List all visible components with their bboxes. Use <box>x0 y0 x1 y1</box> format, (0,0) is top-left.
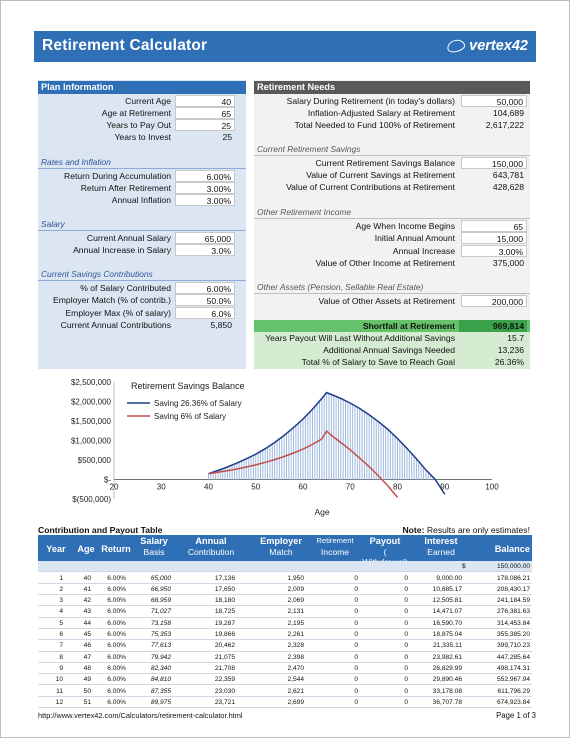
table-row <box>38 618 532 629</box>
y-tick-label: $2,000,000 <box>70 397 111 407</box>
needs-input-field[interactable]: 150,000 <box>461 157 527 169</box>
plan-row <box>38 107 246 119</box>
th-interest-sub: Earned <box>427 547 455 557</box>
cell-year: 12 <box>55 698 63 706</box>
logo-swirl-icon <box>446 38 466 54</box>
plan-row <box>38 232 246 244</box>
shortfall-detail-value: 15.7 <box>507 333 524 343</box>
needs-row-value: 2,617,222 <box>485 120 524 130</box>
cell-age: 41 <box>83 585 91 593</box>
th-employer-sub: Match <box>269 547 293 557</box>
cell-income: 0 <box>354 619 358 627</box>
needs-row <box>254 257 530 269</box>
cell-balance: 355,385.20 <box>496 631 530 638</box>
needs-row <box>254 169 530 181</box>
y-tick-label: $1,500,000 <box>70 417 111 426</box>
x-tick-label: 30 <box>156 482 166 492</box>
needs-input-field[interactable]: 3.00% <box>461 245 527 257</box>
plan-row-label: Return After Retirement <box>80 183 171 193</box>
shortfall-detail-row <box>254 344 530 356</box>
cell-salary: 75,353 <box>150 631 171 638</box>
plan-row <box>38 194 246 206</box>
plan-row <box>38 307 246 319</box>
cell-age: 46 <box>83 642 91 650</box>
plan-row-label: Current Age <box>125 96 171 106</box>
needs-input-field[interactable]: 200,000 <box>461 295 527 307</box>
needs-row-label: Value of Current Contributions at Retirement <box>286 182 455 192</box>
needs-row <box>254 107 530 119</box>
plan-input-field[interactable]: 3.00% <box>175 182 235 194</box>
x-tick-label: 20 <box>109 482 119 492</box>
x-tick-label: 100 <box>485 482 499 492</box>
cell-balance: 611,796.29 <box>497 687 530 695</box>
cell-balance: 208,430.17 <box>496 585 530 593</box>
table-row <box>38 595 532 606</box>
cell-return: 6.00% <box>107 631 126 638</box>
cell-match: 2,544 <box>287 676 304 684</box>
th-return: Return <box>101 544 131 554</box>
needs-row-label: Total Needed to Fund 100% of Retirement <box>294 120 455 130</box>
shortfall-detail-label: Additional Annual Savings Needed <box>323 345 455 355</box>
chart-svg <box>34 376 534 521</box>
savings-balance-chart <box>34 376 534 521</box>
table-row <box>38 584 532 595</box>
cell-payout: 0 <box>404 642 408 650</box>
needs-row <box>254 95 530 107</box>
cell-contribution: 23,030 <box>214 687 235 695</box>
cell-balance: 447,285.64 <box>496 653 530 661</box>
plan-row-label: Years to Pay Out <box>106 120 171 130</box>
vertex42-logo <box>447 38 528 54</box>
cell-income: 0 <box>354 653 358 661</box>
cell-interest: 16,590.70 <box>432 619 462 627</box>
cell-year: 1 <box>59 574 63 582</box>
plan-row-label: Years to Invest <box>114 132 171 142</box>
table-row <box>38 652 532 663</box>
cell-return: 6.00% <box>107 664 126 672</box>
th-salary-sub: Basis <box>143 547 165 557</box>
cell-year: 9 <box>59 664 63 672</box>
cell-age: 50 <box>83 687 91 695</box>
shortfall-detail-row <box>254 332 530 344</box>
cell-income: 0 <box>354 631 358 638</box>
th-retirement-sub: Income <box>320 547 350 557</box>
cell-balance: 674,923.84 <box>496 698 530 706</box>
table-row <box>38 606 532 617</box>
needs-row-value: 375,000 <box>492 258 524 268</box>
table-header <box>38 535 532 561</box>
cell-interest: 26,829.99 <box>432 664 462 672</box>
cell-salary: 66,950 <box>150 585 171 593</box>
cell-year: 8 <box>59 653 63 661</box>
cell-year: 2 <box>59 585 63 593</box>
cell-contribution: 17,650 <box>214 585 235 593</box>
cell-return: 6.00% <box>107 608 126 616</box>
cell-interest: 23,982.61 <box>432 653 462 661</box>
salary-subheader: Salary <box>38 219 246 231</box>
cell-interest: 10,685.17 <box>432 585 462 593</box>
cell-payout: 0 <box>404 574 408 582</box>
y-tick-label: $500,000 <box>77 456 111 465</box>
chart-hatch <box>209 393 433 480</box>
cell-interest: 33,178.08 <box>432 687 462 695</box>
plan-row-value: 25 <box>222 132 232 142</box>
rates-subheader: Rates and Inflation <box>38 157 246 169</box>
shortfall-detail-label: Total % of Salary to Save to Reach Goal <box>301 357 455 367</box>
th-payout: Payout <box>369 536 401 546</box>
initial-dollar: $ <box>462 563 466 570</box>
cell-age: 48 <box>83 664 91 672</box>
cell-balance: 178,086.21 <box>496 574 530 582</box>
cell-year: 3 <box>59 597 63 605</box>
table-row <box>38 697 532 708</box>
cell-income: 0 <box>354 597 358 605</box>
page-title: Retirement Calculator <box>42 37 208 54</box>
cell-income: 0 <box>354 698 358 706</box>
other-assets-subheader: Other Assets (Pension, Sellable Real Estate) <box>254 282 530 294</box>
cell-match: 2,069 <box>287 597 304 605</box>
needs-row <box>254 232 530 244</box>
cell-payout: 0 <box>404 676 408 684</box>
table-row <box>38 573 532 584</box>
th-payout-sub: ( <box>383 547 387 557</box>
needs-row <box>254 157 530 169</box>
needs-row-label: Initial Annual Amount <box>374 233 455 243</box>
needs-row-value: 643,781 <box>492 170 524 180</box>
shortfall-detail-row <box>254 356 530 368</box>
plan-row-value: 5,850 <box>210 320 232 330</box>
plan-row <box>38 182 246 194</box>
needs-row <box>254 245 530 257</box>
x-tick-label: 40 <box>204 482 213 492</box>
cell-payout: 0 <box>404 619 408 627</box>
plan-row <box>38 319 246 331</box>
plan-information-header: Plan Information <box>38 81 246 94</box>
cell-contribution: 20,462 <box>214 642 235 650</box>
cell-match: 2,261 <box>287 631 304 638</box>
cell-payout: 0 <box>404 687 408 695</box>
cell-income: 0 <box>354 642 358 650</box>
retirement-needs-header: Retirement Needs <box>254 81 530 94</box>
cell-balance: 399,710.23 <box>496 642 530 650</box>
plan-row-label: Current Annual Salary <box>86 233 171 243</box>
needs-row <box>254 220 530 232</box>
chart-xlabel: Age <box>314 507 330 517</box>
cell-match: 2,398 <box>287 653 304 661</box>
cell-salary: 89,975 <box>150 698 171 706</box>
header-bar <box>34 31 536 62</box>
cell-return: 6.00% <box>107 597 126 605</box>
cell-payout: 0 <box>404 653 408 661</box>
cell-income: 0 <box>354 676 358 684</box>
cell-match: 2,621 <box>287 687 304 695</box>
cell-match: 2,470 <box>287 664 304 672</box>
chart-legend <box>127 399 242 421</box>
cell-match: 2,131 <box>287 608 304 616</box>
needs-input-field[interactable]: 65 <box>461 220 527 232</box>
current-savings-subheader: Current Retirement Savings <box>254 144 530 156</box>
table-title: Contribution and Payout Table <box>38 525 163 535</box>
shortfall-detail-label: Years Payout Will Last Without Additional Savings <box>265 333 455 343</box>
needs-row-label: Inflation-Adjusted Salary at Retirement <box>307 108 455 118</box>
x-tick-label: 70 <box>345 482 355 492</box>
shortfall-label: Shortfall at Retirement <box>362 321 455 331</box>
table-row <box>38 640 532 651</box>
plan-row <box>38 170 246 182</box>
plan-row-label: Annual Increase in Salary <box>73 245 171 255</box>
table-note-text: Results are only estimates! <box>426 525 530 535</box>
cell-year: 5 <box>59 619 63 627</box>
cell-age: 49 <box>83 676 91 684</box>
needs-row <box>254 119 530 131</box>
cell-return: 6.00% <box>107 574 126 582</box>
cell-age: 42 <box>83 597 91 605</box>
contributions-subheader: Current Savings Contributions <box>38 269 246 281</box>
cell-year: 7 <box>59 642 63 650</box>
logo-text: vertex42 <box>469 38 528 54</box>
cell-interest: 9,000.00 <box>436 574 462 582</box>
chart-title: Retirement Savings Balance <box>131 381 245 391</box>
cell-contribution: 19,287 <box>214 619 235 627</box>
x-tick-label: 90 <box>440 482 450 492</box>
cell-payout: 0 <box>404 608 408 616</box>
needs-row-label: Age When Income Begins <box>355 221 455 231</box>
cell-age: 43 <box>83 608 91 616</box>
cell-salary: 71,027 <box>150 608 171 616</box>
needs-row-value: 104,689 <box>492 108 524 118</box>
cell-match: 1,950 <box>287 574 304 582</box>
table-row <box>38 663 532 674</box>
plan-input-field[interactable]: 40 <box>175 95 235 107</box>
cell-balance: 552,967.94 <box>496 676 530 684</box>
cell-balance: 276,381.63 <box>496 608 530 616</box>
plan-row-label: Age at Retirement <box>101 108 171 118</box>
plan-input-field[interactable]: 65 <box>175 107 235 119</box>
cell-balance: 498,174.31 <box>496 664 530 672</box>
plan-input-field[interactable]: 25 <box>175 119 235 131</box>
th-retirement: Retirement <box>316 536 354 545</box>
cell-payout: 0 <box>404 664 408 672</box>
cell-income: 0 <box>354 664 358 672</box>
cell-interest: 18,875.04 <box>432 631 462 638</box>
cell-salary: 68,959 <box>150 597 171 605</box>
cell-income: 0 <box>354 585 358 593</box>
table-note <box>402 525 530 535</box>
th-annual-sub: Contribution <box>187 547 235 557</box>
cell-contribution: 18,725 <box>214 608 235 616</box>
cell-payout: 0 <box>404 585 408 593</box>
cell-salary: 87,355 <box>150 687 171 695</box>
cell-return: 6.00% <box>107 642 126 650</box>
plan-row-label: Employer Max (% of salary) <box>65 308 171 318</box>
cell-payout: 0 <box>404 631 408 638</box>
cell-contribution: 23,721 <box>214 698 235 706</box>
plan-row <box>38 131 246 143</box>
needs-row <box>254 181 530 193</box>
cell-age: 47 <box>83 653 91 661</box>
plan-row <box>38 294 246 306</box>
y-tick-label: $1,000,000 <box>70 436 111 446</box>
needs-row-label: Value of Other Assets at Retirement <box>318 296 455 306</box>
cell-interest: 29,890.46 <box>432 676 462 684</box>
plan-input-field[interactable]: 6.00% <box>175 282 235 294</box>
needs-input-field[interactable]: 50,000 <box>461 95 527 107</box>
cell-income: 0 <box>354 687 358 695</box>
x-tick-label: 60 <box>298 482 308 492</box>
needs-row-label: Value of Other Income at Retirement <box>315 258 455 268</box>
plan-input-field[interactable]: 3.0% <box>175 244 235 256</box>
cell-contribution: 18,180 <box>214 597 235 605</box>
chart-ticks <box>71 378 499 504</box>
cell-contribution: 22,359 <box>214 676 235 684</box>
cell-match: 2,009 <box>287 585 304 593</box>
table-note-bold: Note: <box>402 525 425 535</box>
cell-age: 40 <box>83 574 91 582</box>
shortfall-detail-value: 13,236 <box>497 345 524 355</box>
x-tick-label: 50 <box>251 482 261 492</box>
plan-row-label: % of Salary Contributed <box>80 283 171 293</box>
plan-row <box>38 244 246 256</box>
cell-income: 0 <box>354 608 358 616</box>
cell-match: 2,699 <box>287 698 304 706</box>
cell-match: 2,328 <box>287 642 304 650</box>
plan-input-field[interactable]: 50.0% <box>175 294 235 306</box>
plan-input-field[interactable]: 3.00% <box>175 194 235 206</box>
cell-match: 2,195 <box>287 619 304 627</box>
needs-row-value: 428,628 <box>492 182 524 192</box>
th-annual: Annual <box>195 536 227 546</box>
cell-payout: 0 <box>404 597 408 605</box>
cell-year: 10 <box>55 676 63 684</box>
needs-row-label: Annual Increase <box>392 246 455 256</box>
shortfall-row <box>254 320 530 332</box>
needs-row <box>254 295 530 307</box>
cell-return: 6.00% <box>107 585 126 593</box>
y-tick-label: $2,500,000 <box>70 378 111 387</box>
table-row-initial <box>38 561 532 572</box>
cell-contribution: 21,075 <box>214 653 235 661</box>
plan-row <box>38 95 246 107</box>
cell-age: 45 <box>83 631 91 638</box>
th-balance: Balance <box>494 544 530 554</box>
cell-year: 4 <box>59 608 63 616</box>
cell-year: 6 <box>59 631 63 638</box>
cell-salary: 73,158 <box>150 619 171 627</box>
plan-row <box>38 119 246 131</box>
th-interest: Interest <box>424 536 458 546</box>
cell-contribution: 17,136 <box>214 574 235 582</box>
cell-contribution: 19,866 <box>214 631 235 638</box>
shortfall-value: 969,814 <box>459 320 527 332</box>
cell-age: 51 <box>83 698 91 706</box>
legend-label: Saving 6% of Salary <box>154 412 227 421</box>
cell-salary: 79,942 <box>150 653 171 661</box>
cell-payout: 0 <box>404 698 408 706</box>
cell-income: 0 <box>354 574 358 582</box>
cell-balance: 314,453.84 <box>496 619 530 627</box>
cell-salary: 84,810 <box>150 676 171 684</box>
th-salary: Salary <box>140 536 168 546</box>
plan-input-field[interactable]: 6.0% <box>175 307 235 319</box>
cell-interest: 36,707.78 <box>432 698 462 706</box>
cell-salary: 65,000 <box>150 574 171 582</box>
th-age: Age <box>77 544 95 554</box>
cell-return: 6.00% <box>107 698 126 706</box>
y-tick-label: $- <box>103 475 111 485</box>
table-row <box>38 686 532 697</box>
plan-input-field[interactable]: 6.00% <box>175 170 235 182</box>
shortfall-panel <box>254 320 530 369</box>
cell-balance: 241,184.59 <box>496 597 530 605</box>
cell-salary: 77,613 <box>150 642 171 650</box>
cell-return: 6.00% <box>107 653 126 661</box>
shortfall-detail-value: 26.36% <box>494 357 524 367</box>
cell-age: 44 <box>83 619 91 627</box>
needs-row-label: Salary During Retirement (in today's dollars) <box>286 96 455 106</box>
legend-label: Saving 26.36% of Salary <box>154 399 242 408</box>
plan-row-label: Annual Inflation <box>111 195 171 205</box>
y-tick-label: $(500,000) <box>72 495 111 504</box>
th-year: Year <box>46 544 66 554</box>
footer-url[interactable]: http://www.vertex42.com/Calculators/retirement-calculator.html <box>38 711 243 720</box>
th-employer: Employer <box>260 536 302 546</box>
footer-page-number: Page 1 of 3 <box>496 711 536 720</box>
cell-year: 11 <box>56 687 63 695</box>
plan-row <box>38 282 246 294</box>
cell-return: 6.00% <box>107 676 126 684</box>
cell-interest: 14,471.07 <box>432 608 462 616</box>
other-income-subheader: Other Retirement Income <box>254 207 530 219</box>
initial-balance: 150,000.00 <box>496 563 530 570</box>
table-row <box>38 629 532 640</box>
x-tick-label: 80 <box>393 482 402 492</box>
cell-return: 6.00% <box>107 687 126 695</box>
needs-input-field[interactable]: 15,000 <box>461 232 527 244</box>
cell-interest: 21,335.11 <box>433 642 462 650</box>
plan-row-label: Return During Accumulation <box>64 171 171 181</box>
plan-row-label: Employer Match (% of contrib.) <box>53 295 171 305</box>
table-row <box>38 674 532 685</box>
cell-contribution: 21,708 <box>214 664 235 672</box>
needs-row-label: Current Retirement Savings Balance <box>315 158 455 168</box>
cell-interest: 12,505.81 <box>432 597 462 605</box>
plan-input-field[interactable]: 65,000 <box>175 232 235 244</box>
plan-row-label: Current Annual Contributions <box>60 320 171 330</box>
needs-row-label: Value of Current Savings at Retirement <box>306 170 455 180</box>
cell-return: 6.00% <box>107 619 126 627</box>
cell-salary: 82,340 <box>150 664 171 672</box>
